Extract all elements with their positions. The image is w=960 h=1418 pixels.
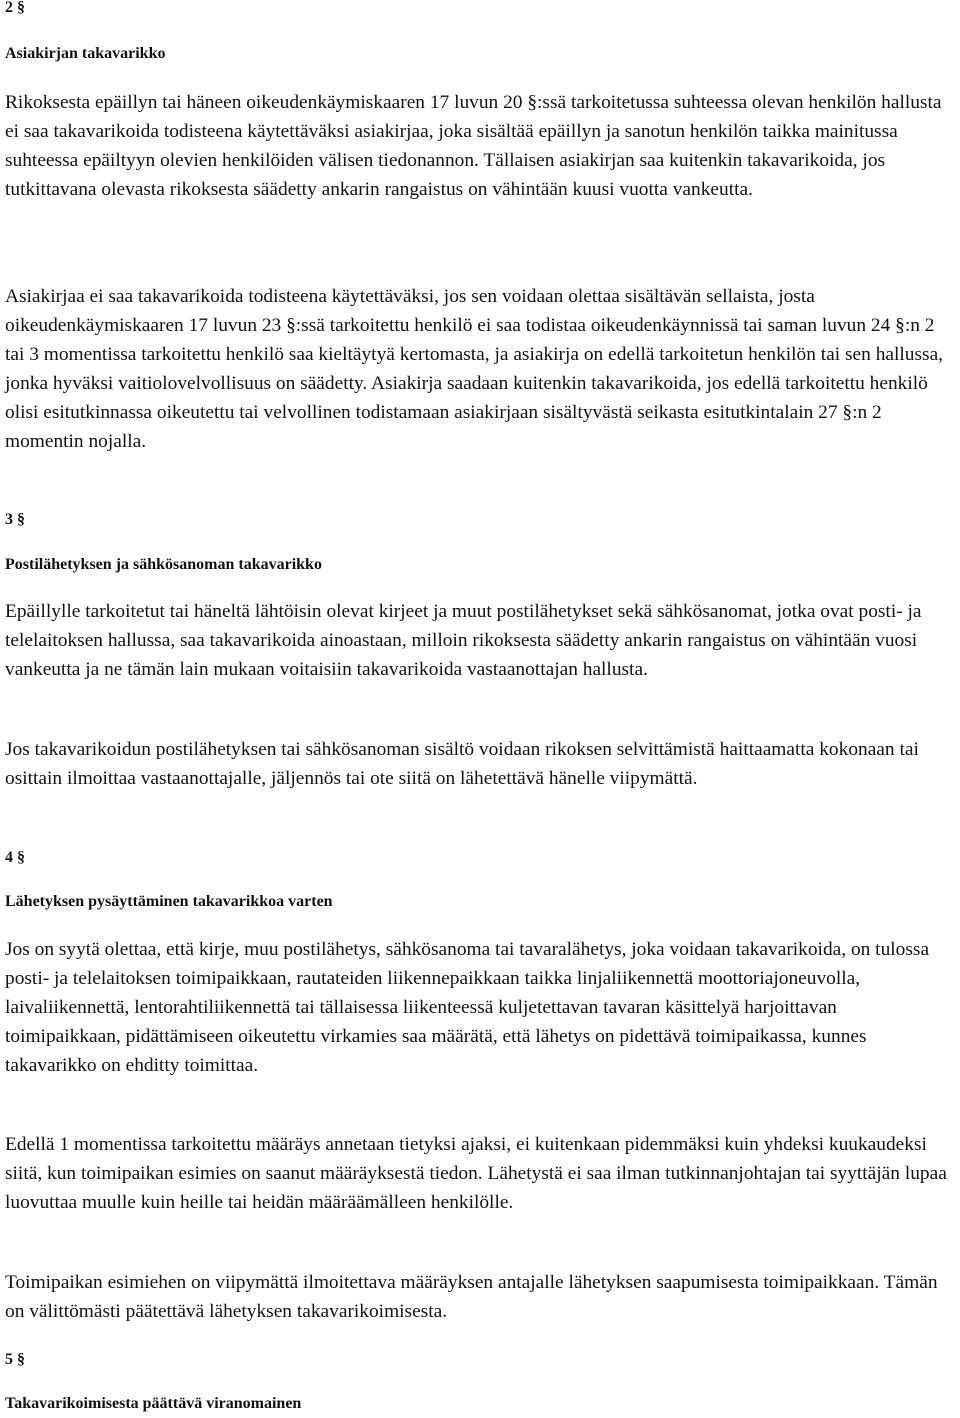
section-heading: Asiakirjan takavarikko [5, 45, 166, 62]
section-number: 3 § [5, 511, 25, 528]
section-number: 4 § [5, 849, 25, 866]
section-heading: Takavarikoimisesta päättävä viranomainen [5, 1395, 302, 1412]
paragraph: Jos takavarikoidun postilähetyksen tai sähkösanoman sisältö voidaan rikoksen selvittämistä haittaamatta kokonaan tai osittain ilmoittaa vastaanottajalle, jäljennös tai ote siitä on lähetettävä hänelle viipymättä. [5, 739, 919, 789]
paragraph: Rikoksesta epäillyn tai häneen oikeudenkäymiskaaren 17 luvun 20 §:ssä tarkoitetussa suhteessa olevan henkilön hallusta ei saa takavarikoida todisteena käytettäväksi asiakirjaa, joka sisältää epäillyn ja sanotun henkilön taikka mainitussa suhteessa epäiltyyn olevien henkilöiden välisen tiedonannon. Tällaisen asiakirjan saa kuitenkin takavarikoida, jos tutkittavana olevasta rikoksesta säädetty ankarin rangaistus on vähintään kuusi vuotta vankeutta. [5, 92, 942, 200]
paragraph: Edellä 1 momentissa tarkoitettu määräys annetaan tietyksi ajaksi, ei kuitenkaan pidemmäksi kuin yhdeksi kuukaudeksi siitä, kun toimipaikan esimies on saanut määräyksestä tiedon. Lähetystä ei saa ilman tutkinnanjohtajan tai syyttäjän lupaa luovuttaa muulle kuin heille tai heidän määräämälleen henkilölle. [5, 1134, 947, 1213]
section-number: 2 § [5, 0, 25, 16]
paragraph: Asiakirjaa ei saa takavarikoida todisteena käytettäväksi, jos sen voidaan olettaa sisältävän sellaista, josta oikeudenkäymiskaaren 17 luvun 23 §:ssä tarkoitettu henkilö ei saa todistaa oikeudenkäynnissä tai saman luvun 24 §:n 2 tai 3 momentissa tarkoitettu henkilö saa kieltäytyä kertomasta, ja asiakirja on edellä tarkoitetun henkilön tai sen hallussa, jonka hyväksi vaitiolovelvollisuus on säädetty. Asiakirja saadaan kuitenkin takavarikoida, jos edellä tarkoitettu henkilö olisi esitutkinnassa oikeutettu tai velvollinen todistamaan asiakirjaan sisältyvästä seikasta esitutkintalain 27 §:n 2 momentin nojalla. [5, 286, 944, 452]
paragraph: Jos on syytä olettaa, että kirje, muu postilähetys, sähkösanoma tai tavaralähetys, joka voidaan takavarikoida, on tulossa posti- ja telelaitoksen toimipaikkaan, rautateiden liikennepaikkaan taikka linjaliikennettä moottoriajoneuvolla, laivaliikennettä, lentorahtiliikennettä tai tällaisessa liikenteessä kuljetettavan tavaran käsittelyä harjoittavan toimipaikkaan, pidättämiseen oikeutettu virkamies saa määrätä, että lähetys on pidettävä toimipaikassa, kunnes takavarikko on ehditty toimittaa. [5, 939, 930, 1076]
paragraph: Epäillylle tarkoitetut tai häneltä lähtöisin olevat kirjeet ja muut postilähetykset sekä sähkösanomat, jotka ovat posti- ja telelaitoksen hallussa, saa takavarikoida ainoastaan, milloin rikoksesta säädetty ankarin rangaistus on vähintään vuosi vankeutta ja ne tämän lain mukaan voitaisiin takavarikoida vastaanottajan hallusta. [5, 601, 922, 680]
paragraph: Toimipaikan esimiehen on viipymättä ilmoitettava määräyksen antajalle lähetyksen saapumisesta toimipaikkaan. Tämän on välittömästi päätettävä lähetyksen takavarikoimisesta. [5, 1272, 938, 1322]
section-heading: Lähetyksen pysäyttäminen takavarikkoa varten [5, 893, 333, 910]
section-number: 5 § [5, 1351, 25, 1368]
section-heading: Postilähetyksen ja sähkösanoman takavarikko [5, 556, 322, 573]
